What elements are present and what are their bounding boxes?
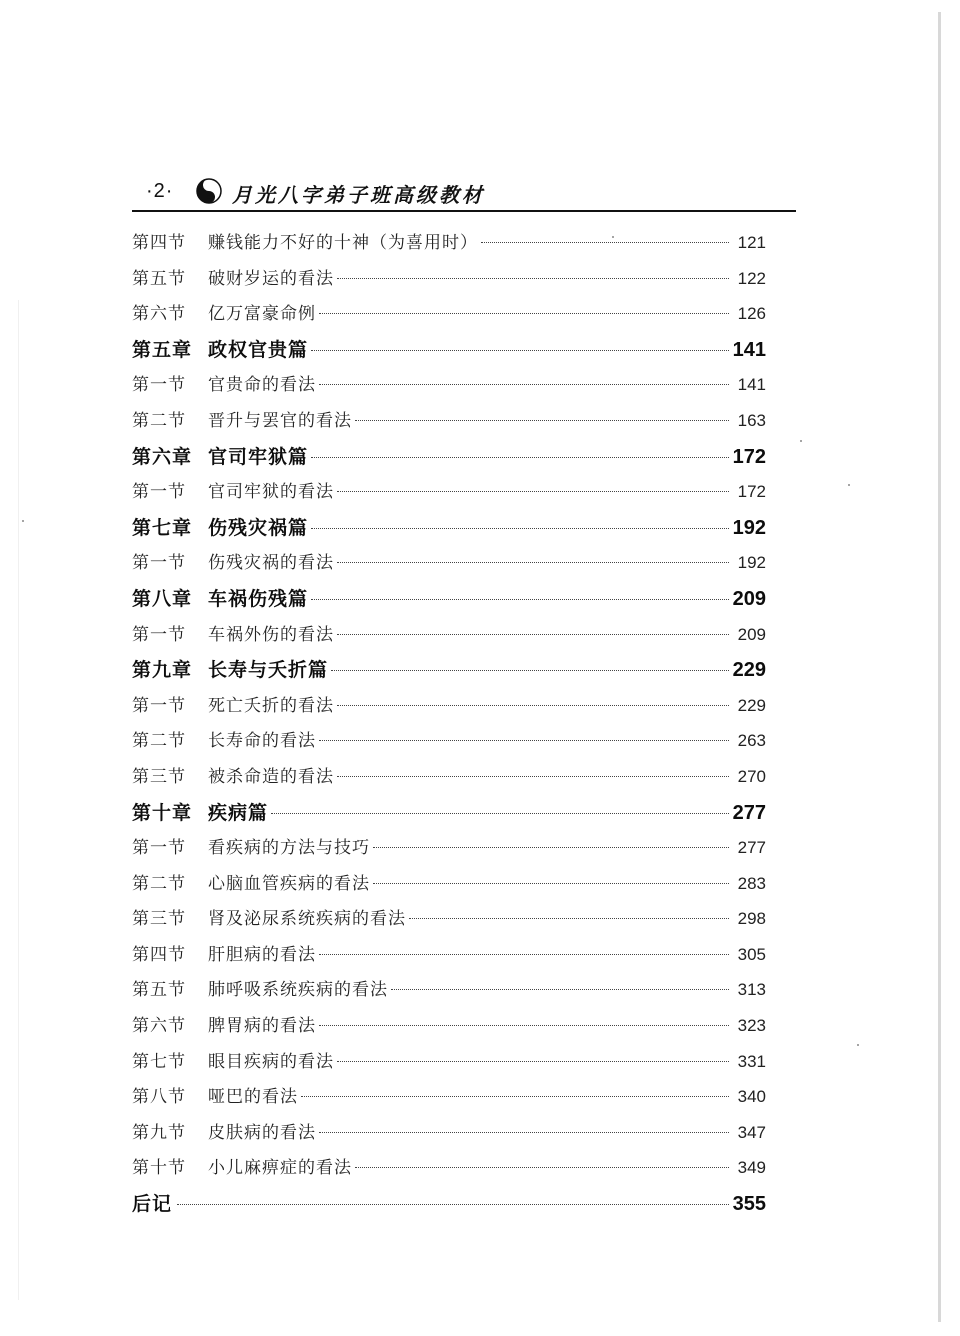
toc-entry-title: 看疾病的方法与技巧 — [208, 838, 370, 859]
toc-dot-leader — [311, 350, 729, 351]
page-edge-faint — [18, 300, 19, 1300]
toc-section-row — [132, 1082, 766, 1118]
toc-entry-label: 第三节 — [132, 909, 186, 930]
toc-entry-title: 肾及泌尿系统疾病的看法 — [208, 909, 406, 930]
toc-entry-title: 疾病篇 — [208, 802, 269, 824]
toc-section-row — [132, 548, 766, 584]
toc-entry-title: 脾胃病的看法 — [208, 1016, 316, 1037]
toc-page-number: 229 — [732, 659, 766, 682]
toc-entry-label: 第一节 — [132, 375, 186, 396]
toc-entry-title: 长寿命的看法 — [208, 731, 316, 752]
scan-speck — [22, 520, 24, 522]
toc-dot-leader — [177, 1204, 729, 1205]
toc-section-row — [132, 940, 766, 976]
scan-speck — [612, 236, 614, 238]
toc-entry-label: 第四节 — [132, 233, 186, 253]
toc-entry-label: 第八章 — [132, 588, 193, 610]
toc-entry-label: 第十章 — [132, 802, 193, 824]
toc-dot-leader — [337, 705, 729, 706]
toc-entry-label: 第七章 — [132, 517, 193, 539]
toc-section-row — [132, 264, 766, 300]
toc-section-row — [132, 370, 766, 406]
toc-page-number: 349 — [737, 1158, 766, 1178]
toc-dot-leader — [337, 491, 729, 492]
toc-dot-leader — [391, 989, 729, 990]
toc-entry-title: 车祸伤残篇 — [208, 588, 309, 610]
toc-page-number: 298 — [737, 909, 766, 929]
scan-speck — [800, 440, 802, 442]
toc-entry-label: 第六节 — [132, 1016, 186, 1037]
toc-entry-label: 第二节 — [132, 873, 186, 894]
toc-entry-label: 第九节 — [132, 1122, 186, 1143]
toc-dot-leader — [481, 242, 729, 243]
toc-dot-leader — [271, 813, 729, 814]
toc-page-number: 355 — [732, 1193, 766, 1216]
toc-section-row — [132, 691, 766, 727]
toc-dot-leader — [319, 313, 729, 314]
toc-page-number: 331 — [737, 1051, 766, 1071]
toc-chapter-row — [132, 513, 766, 549]
toc-entry-title: 肺呼吸系统疾病的看法 — [208, 980, 388, 1001]
toc-section-row — [132, 620, 766, 656]
toc-page-number: 141 — [737, 375, 766, 395]
toc-entry-label: 第五节 — [132, 980, 186, 1001]
toc-entry-label: 第一节 — [132, 624, 186, 645]
toc-entry-label: 第四节 — [132, 944, 186, 965]
toc-page-number: 209 — [732, 587, 766, 610]
toc-page-number: 270 — [737, 766, 766, 786]
toc-chapter-row — [132, 442, 766, 478]
toc-page-number: 323 — [737, 1016, 766, 1036]
toc-section-row — [132, 1153, 766, 1189]
toc-dot-leader — [319, 740, 729, 741]
toc-page-number: 347 — [737, 1122, 766, 1142]
toc-entry-label: 第一节 — [132, 838, 186, 859]
toc-dot-leader — [355, 1167, 729, 1168]
toc-entry-title: 皮肤病的看法 — [208, 1122, 316, 1143]
toc-dot-leader — [301, 1096, 729, 1097]
toc-page-number: 192 — [737, 553, 766, 573]
toc-entry-label: 后记 — [132, 1194, 173, 1216]
toc-page-number: 283 — [737, 873, 766, 893]
scan-speck — [857, 1044, 859, 1046]
toc-entry-title: 赚钱能力不好的十神（为喜用时） — [208, 233, 478, 253]
toc-dot-leader — [337, 1061, 729, 1062]
header-page-number: ·2· — [146, 180, 174, 202]
toc-dot-leader — [331, 670, 729, 671]
toc-page-number: 277 — [737, 838, 766, 858]
toc-dot-leader — [319, 1025, 729, 1026]
toc-entry-title: 心脑血管疾病的看法 — [208, 873, 370, 894]
toc-entry-label: 第七节 — [132, 1051, 186, 1072]
toc-entry-title: 小儿麻痹症的看法 — [208, 1158, 352, 1179]
toc-entry-title: 眼目疾病的看法 — [208, 1051, 334, 1072]
toc-page-number: 163 — [737, 410, 766, 430]
header-divider — [132, 210, 796, 212]
toc-entry-title: 伤残灾祸篇 — [208, 517, 309, 539]
toc-section-row — [132, 833, 766, 869]
toc-entry-label: 第一节 — [132, 553, 186, 574]
toc-entry-title: 被杀命造的看法 — [208, 766, 334, 787]
toc-dot-leader — [373, 847, 729, 848]
toc-entry-title: 长寿与夭折篇 — [208, 660, 329, 682]
toc-entry-title: 官司牢狱篇 — [208, 446, 309, 468]
toc-chapter-row — [132, 655, 766, 691]
toc-section-row — [132, 762, 766, 798]
toc-section-row — [132, 477, 766, 513]
toc-page-number: 172 — [737, 482, 766, 502]
toc-page-number: 313 — [737, 980, 766, 1000]
toc-page-number: 172 — [732, 445, 766, 468]
toc-dot-leader — [311, 528, 729, 529]
toc-entry-label: 第五章 — [132, 339, 193, 361]
toc-dot-leader — [355, 420, 729, 421]
toc-page-number: 209 — [737, 624, 766, 644]
toc-page-number: 263 — [737, 731, 766, 751]
page-edge-shadow — [938, 12, 941, 1322]
toc-entry-label: 第二节 — [132, 410, 186, 431]
toc-section-row — [132, 406, 766, 442]
toc-section-row — [132, 975, 766, 1011]
toc-entry-title: 官贵命的看法 — [208, 375, 316, 396]
toc-page-number: 141 — [732, 338, 766, 361]
toc-chapter-row — [132, 798, 766, 834]
toc-dot-leader — [337, 776, 729, 777]
toc-entry-title: 亿万富豪命例 — [208, 304, 316, 325]
toc-page-number: 126 — [737, 304, 766, 324]
toc-chapter-row — [132, 335, 766, 371]
toc-entry-label: 第二节 — [132, 731, 186, 752]
toc-page-number: 229 — [737, 695, 766, 715]
toc-entry-title: 肝胆病的看法 — [208, 944, 316, 965]
toc-section-row — [132, 1118, 766, 1154]
toc-entry-label: 第一节 — [132, 482, 186, 503]
toc-section-row — [132, 869, 766, 905]
toc-dot-leader — [319, 954, 729, 955]
toc-section-row — [132, 726, 766, 762]
toc-entry-label: 第六章 — [132, 446, 193, 468]
toc-chapter-row — [132, 584, 766, 620]
toc-entry-label: 第三节 — [132, 766, 186, 787]
toc-entry-label: 第一节 — [132, 695, 186, 716]
toc-entry-label: 第八节 — [132, 1087, 186, 1108]
toc-section-row — [132, 1047, 766, 1083]
toc-entry-title: 官司牢狱的看法 — [208, 482, 334, 503]
toc-dot-leader — [311, 457, 729, 458]
toc-entry-label: 第六节 — [132, 304, 186, 325]
toc-chapter-row — [132, 1189, 766, 1225]
toc-page-number: 277 — [732, 801, 766, 824]
table-of-contents — [132, 228, 766, 1225]
toc-entry-label: 第十节 — [132, 1158, 186, 1179]
running-header — [132, 174, 796, 210]
toc-entry-title: 晋升与罢官的看法 — [208, 410, 352, 431]
toc-dot-leader — [337, 562, 729, 563]
toc-page-number: 122 — [737, 268, 766, 288]
toc-page-number: 305 — [737, 944, 766, 964]
toc-entry-title: 哑巴的看法 — [208, 1087, 298, 1108]
toc-entry-title: 政权官贵篇 — [208, 339, 309, 361]
toc-dot-leader — [337, 634, 729, 635]
toc-section-row — [132, 904, 766, 940]
toc-dot-leader — [319, 1132, 729, 1133]
toc-entry-label: 第五节 — [132, 268, 186, 289]
toc-entry-title: 死亡夭折的看法 — [208, 695, 334, 716]
toc-section-row — [132, 1011, 766, 1047]
yin-yang-icon — [196, 178, 222, 204]
header-book-title: 月光八字弟子班高级教材 — [232, 183, 485, 207]
toc-entry-title: 车祸外伤的看法 — [208, 624, 334, 645]
toc-dot-leader — [337, 278, 729, 279]
toc-entry-title: 破财岁运的看法 — [208, 268, 334, 289]
toc-entry-label: 第九章 — [132, 660, 193, 682]
toc-page-number: 121 — [737, 233, 766, 252]
toc-dot-leader — [409, 918, 729, 919]
toc-dot-leader — [373, 883, 729, 884]
toc-dot-leader — [319, 384, 729, 385]
toc-page-number: 340 — [737, 1087, 766, 1107]
toc-page-number: 192 — [732, 516, 766, 539]
toc-section-row — [132, 299, 766, 335]
scan-speck — [848, 484, 850, 486]
toc-section-row — [132, 228, 766, 264]
toc-entry-title: 伤残灾祸的看法 — [208, 553, 334, 574]
toc-dot-leader — [311, 599, 729, 600]
